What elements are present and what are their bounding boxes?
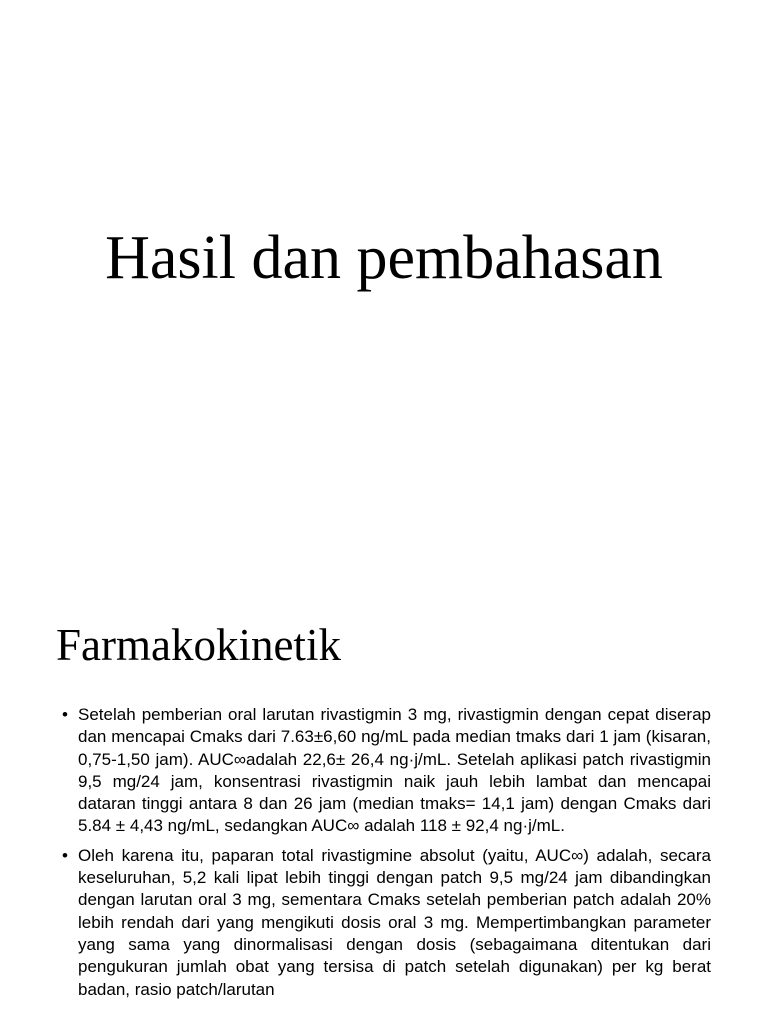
bullet-text: Oleh karena itu, paparan total rivastigmine absolut (yaitu, AUC∞) adalah, secara keseluruhan, 5,2 kali lipat lebih tinggi dengan patch 9,5 mg/24 jam dibandingkan dengan larutan oral 3 mg, sementara Cmaks setelah pemberian patch adalah 20% lebih rendah dari yang mengikuti dosis oral 3 mg. Mempertimbangkan parameter yang sama yang dinormalisasi dengan dosis (sebagaimana ditentukan dari pengukuran jumlah obat yang tersisa di patch setelah digunakan) per kg berat badan, rasio patch/larutan (78, 845, 711, 999)
bullet-icon: • (62, 845, 68, 865)
bullet-item (62, 845, 711, 1001)
slide-title: Hasil dan pembahasan (105, 224, 663, 292)
bullet-icon: • (62, 705, 68, 724)
section-heading: Farmakokinetik (56, 620, 341, 670)
bullet-text: Setelah pemberian oral larutan rivastigmin 3 mg, rivastigmin dengan cepat diserap dan mencapai Cmaks dari 7.63±6,60 ng/mL pada median tmaks dari 1 jam (kisaran, 0,75-1,50 jam). AUC∞adalah 22,6± 26,4 ng·j/mL. Setelah aplikasi patch rivastigmin 9,5 mg/24 jam, konsentrasi rivastigmin naik jauh lebih lambat dan mencapai dataran tinggi antara 8 dan 26 jam (median tmaks= 14,1 jam) dengan Cmaks dari 5.84 ± 4,43 ng/mL, sedangkan AUC∞ adalah 118 ± 92,4 ng·j/mL. (78, 705, 711, 836)
bullet-list (62, 704, 711, 1008)
bullet-item (62, 704, 711, 838)
